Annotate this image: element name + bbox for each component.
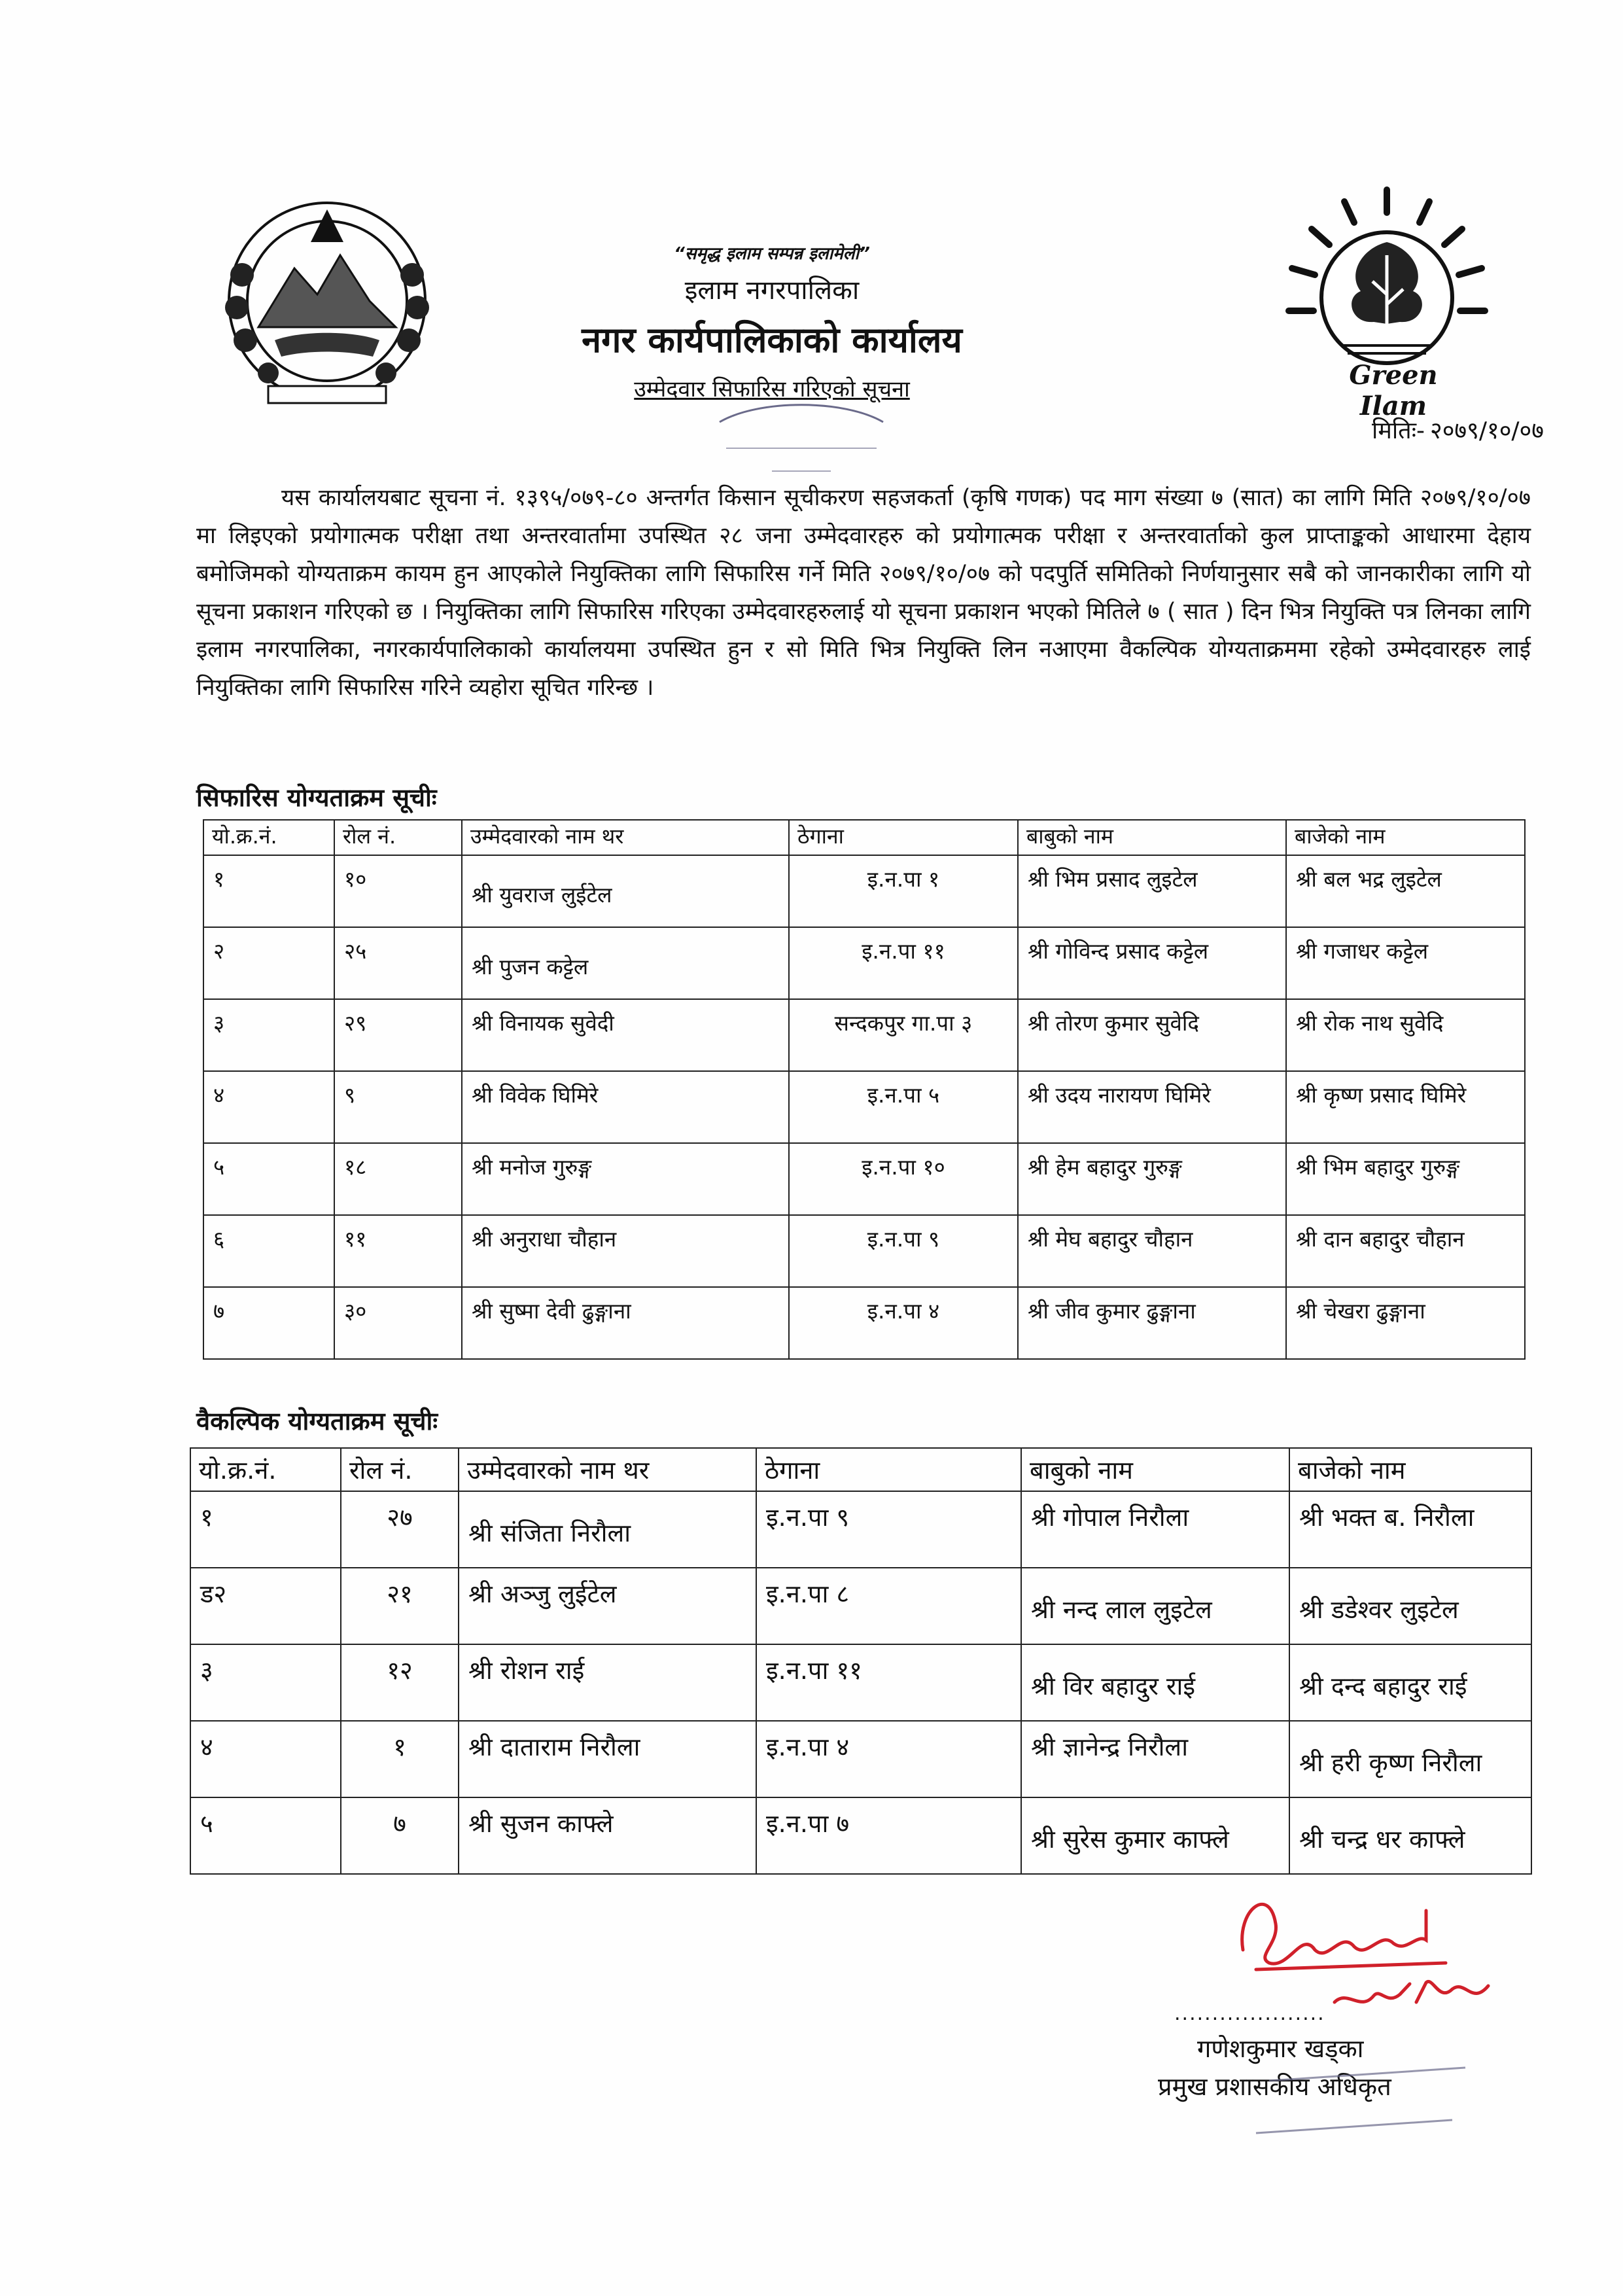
name-cell: श्री सुष्मा देवी ढुङ्गाना bbox=[462, 1287, 789, 1359]
serial-cell: २ bbox=[203, 927, 334, 999]
father-cell: श्री उदय नारायण घिमिरे bbox=[1018, 1071, 1286, 1143]
name-cell: श्री विनायक सुवेदी bbox=[462, 999, 789, 1071]
roll-cell: १० bbox=[334, 855, 462, 927]
name-cell: श्री मनोज गुरुङ्ग bbox=[462, 1143, 789, 1215]
name-cell: श्री पुजन कट्टेल bbox=[462, 927, 789, 999]
table-row bbox=[203, 999, 1525, 1071]
father-cell: श्री जीव कुमार ढुङ्गाना bbox=[1018, 1287, 1286, 1359]
address-cell: इ.न.पा १० bbox=[789, 1143, 1018, 1215]
table-row bbox=[190, 1721, 1531, 1797]
name-cell: श्री दाताराम निरौला bbox=[459, 1721, 756, 1797]
grandfather-cell: श्री चेखरा ढुङ्गाना bbox=[1286, 1287, 1525, 1359]
grandfather-cell: श्री दन्द बहादुर राई bbox=[1289, 1644, 1531, 1721]
serial-cell: ड२ bbox=[190, 1568, 341, 1644]
grandfather-cell: श्री हरी कृष्ण निरौला bbox=[1289, 1721, 1531, 1797]
serial-cell: १ bbox=[203, 855, 334, 927]
roll-cell: २७ bbox=[341, 1491, 459, 1568]
serial-cell: ३ bbox=[190, 1644, 341, 1721]
address-cell: इ.न.पा १ bbox=[789, 855, 1018, 927]
roll-cell: १८ bbox=[334, 1143, 462, 1215]
name-cell: श्री सुजन काफ्ले bbox=[459, 1797, 756, 1874]
roll-cell: ९ bbox=[334, 1071, 462, 1143]
address-cell: इ.न.पा ७ bbox=[756, 1797, 1021, 1874]
notice-body: यस कार्यालयबाट सूचना नं. १३९५/०७९-८० अन्तर्गत किसान सूचीकरण सहजकर्ता (कृषि गणक) पद माग संख्या ७ (सात) का लागि मिति २०७९/१०/०७ मा लिइएको प्रयोगात्मक परीक्षा तथा अन्तरवार्तामा उपस्थित २८ जना उम्मेदवारहरु को प्रयोगात्मक परीक्षा र अन्तरवार्ताको कुल प्राप्ताङ्कको आधारमा देहाय बमोजिमको योग्यताक्रम कायम हुन आएकोले नियुक्तिका लागि सिफारिस गर्ने मिति २०७९/१०/०७ को पदपुर्ति समितिको निर्णयानुसार सबै को जानकारीका लागि यो सूचना प्रकाशन गरिएको छ । नियुक्तिका लागि सिफारिस गरिएका उम्मेदवारहरुलाई यो सूचना प्रकाशन भएको मितिले ७ ( सात ) दिन भित्र नियुक्ति पत्र लिनका लागि इलाम नगरपालिका, नगरकार्यपालिकाको कार्यालयमा उपस्थित हुन र सो मिति भित्र नियुक्ति लिन नआएमा वैकल्पिक योग्यताक्रममा रहेको उम्मेदवारहरु लाई नियुक्तिका लागि सिफारिस गरिने व्यहोरा सूचित गरिन्छ । bbox=[196, 485, 1531, 701]
father-cell: श्री ज्ञानेन्द्र निरौला bbox=[1021, 1721, 1289, 1797]
address-cell: इ.न.पा ९ bbox=[789, 1215, 1018, 1287]
nepal-emblem-logo bbox=[196, 177, 458, 412]
address-cell: इ.न.पा ११ bbox=[756, 1644, 1021, 1721]
col-roll-header: रोल नं. bbox=[334, 820, 462, 855]
father-cell: श्री गोविन्द प्रसाद कट्टेल bbox=[1018, 927, 1286, 999]
grandfather-cell: श्री दान बहादुर चौहान bbox=[1286, 1215, 1525, 1287]
grandfather-cell: श्री गजाधर कट्टेल bbox=[1286, 927, 1525, 999]
grandfather-cell: श्री भक्त ब. निरौला bbox=[1289, 1491, 1531, 1568]
recommended-list-label: सिफारिस योग्यताक्रम सूचीः bbox=[196, 783, 437, 812]
table-row bbox=[190, 1644, 1531, 1721]
date-line bbox=[1269, 414, 1544, 446]
serial-cell: ५ bbox=[203, 1143, 334, 1215]
address-cell: इ.न.पा ५ bbox=[789, 1071, 1018, 1143]
col-grandfather-header: बाजेको नाम bbox=[1286, 820, 1525, 855]
date-value: २०७९/१०/०७ bbox=[1429, 417, 1544, 444]
green-ilam-text: Green Ilam bbox=[1349, 360, 1438, 421]
grandfather-cell: श्री रोक नाथ सुवेदि bbox=[1286, 999, 1525, 1071]
address-cell: इ.न.पा ११ bbox=[789, 927, 1018, 999]
green-ilam-logo bbox=[1269, 177, 1505, 421]
father-cell: श्री तोरण कुमार सुवेदि bbox=[1018, 999, 1286, 1071]
table-header-row bbox=[190, 1448, 1531, 1491]
date-label: मितिः- bbox=[1372, 417, 1425, 444]
col-address-header: ठेगाना bbox=[756, 1448, 1021, 1491]
roll-cell: २५ bbox=[334, 927, 462, 999]
alternative-list-label: वैकल्पिक योग्यताक्रम सूचीः bbox=[196, 1407, 438, 1436]
motto-text: “समृद्ध इलाम सम्पन्न इलामेली” bbox=[674, 244, 870, 264]
grandfather-cell: श्री चन्द्र धर काफ्ले bbox=[1289, 1797, 1531, 1874]
col-roll-header: रोल नं. bbox=[341, 1448, 459, 1491]
name-cell: श्री युवराज लुईटेल bbox=[462, 855, 789, 927]
table-row bbox=[203, 1287, 1525, 1359]
address-cell: इ.न.पा ४ bbox=[756, 1721, 1021, 1797]
col-father-header: बाबुको नाम bbox=[1018, 820, 1286, 855]
table-row bbox=[203, 927, 1525, 999]
col-serial-header: यो.क्र.नं. bbox=[190, 1448, 341, 1491]
serial-cell: ७ bbox=[203, 1287, 334, 1359]
municipality-name: इलाम नगरपालिका bbox=[684, 275, 860, 306]
table-row bbox=[203, 855, 1525, 927]
roll-cell: २९ bbox=[334, 999, 462, 1071]
col-name-header: उम्मेदवारको नाम थर bbox=[459, 1448, 756, 1491]
address-cell: इ.न.पा ४ bbox=[789, 1287, 1018, 1359]
col-serial-header: यो.क्र.नं. bbox=[203, 820, 334, 855]
grandfather-cell: श्री भिम बहादुर गुरुङ्ग bbox=[1286, 1143, 1525, 1215]
name-cell: श्री विवेक घिमिरे bbox=[462, 1071, 789, 1143]
notice-title: उम्मेदवार सिफारिस गरिएको सूचना bbox=[634, 376, 910, 402]
roll-cell: ७ bbox=[341, 1797, 459, 1874]
col-address-header: ठेगाना bbox=[789, 820, 1018, 855]
signatory-name: गणेशकुमार खड्का bbox=[1197, 2034, 1364, 2063]
table-row bbox=[203, 1215, 1525, 1287]
roll-cell: २१ bbox=[341, 1568, 459, 1644]
address-cell: इ.न.पा ९ bbox=[756, 1491, 1021, 1568]
father-cell: श्री भिम प्रसाद लुइटेल bbox=[1018, 855, 1286, 927]
signatory-stamp bbox=[1230, 2055, 1478, 2159]
office-name: नगर कार्यपालिकाको कार्यालय bbox=[582, 319, 962, 361]
name-cell: श्री अञ्जु लुईटेल bbox=[459, 1568, 756, 1644]
father-cell: श्री गोपाल निरौला bbox=[1021, 1491, 1289, 1568]
signature-line: .................... bbox=[1174, 2002, 1325, 2025]
father-cell: श्री विर बहादुर राई bbox=[1021, 1644, 1289, 1721]
serial-cell: ३ bbox=[203, 999, 334, 1071]
serial-cell: ४ bbox=[203, 1071, 334, 1143]
col-grandfather-header: बाजेको नाम bbox=[1289, 1448, 1531, 1491]
table-row bbox=[190, 1568, 1531, 1644]
roll-cell: ३० bbox=[334, 1287, 462, 1359]
col-name-header: उम्मेदवारको नाम थर bbox=[462, 820, 789, 855]
grandfather-cell: श्री बल भद्र लुइटेल bbox=[1286, 855, 1525, 927]
alternative-table bbox=[190, 1447, 1532, 1875]
table-header-row bbox=[203, 820, 1525, 855]
address-cell: सन्दकपुर गा.पा ३ bbox=[789, 999, 1018, 1071]
grandfather-cell: श्री कृष्ण प्रसाद घिमिरे bbox=[1286, 1071, 1525, 1143]
table-row bbox=[203, 1071, 1525, 1143]
father-cell: श्री सुरेस कुमार काफ्ले bbox=[1021, 1797, 1289, 1874]
roll-cell: १ bbox=[341, 1721, 459, 1797]
recommended-table bbox=[203, 819, 1526, 1360]
serial-cell: ५ bbox=[190, 1797, 341, 1874]
name-cell: श्री अनुराधा चौहान bbox=[462, 1215, 789, 1287]
serial-cell: ४ bbox=[190, 1721, 341, 1797]
father-cell: श्री मेघ बहादुर चौहान bbox=[1018, 1215, 1286, 1287]
table-row bbox=[203, 1143, 1525, 1215]
table-row bbox=[190, 1491, 1531, 1568]
serial-cell: ६ bbox=[203, 1215, 334, 1287]
col-father-header: बाबुको नाम bbox=[1021, 1448, 1289, 1491]
roll-cell: १२ bbox=[341, 1644, 459, 1721]
grandfather-cell: श्री डडेश्वर लुइटेल bbox=[1289, 1568, 1531, 1644]
office-stamp bbox=[713, 402, 890, 481]
signatory-title: प्रमुख प्रशासकीय अधिकृत bbox=[1158, 2072, 1391, 2101]
name-cell: श्री रोशन राई bbox=[459, 1644, 756, 1721]
roll-cell: ११ bbox=[334, 1215, 462, 1287]
name-cell: श्री संजिता निरौला bbox=[459, 1491, 756, 1568]
table-row bbox=[190, 1797, 1531, 1874]
address-cell: इ.न.पा ८ bbox=[756, 1568, 1021, 1644]
father-cell: श्री हेम बहादुर गुरुङ्ग bbox=[1018, 1143, 1286, 1215]
serial-cell: १ bbox=[190, 1491, 341, 1568]
father-cell: श्री नन्द लाल लुइटेल bbox=[1021, 1568, 1289, 1644]
